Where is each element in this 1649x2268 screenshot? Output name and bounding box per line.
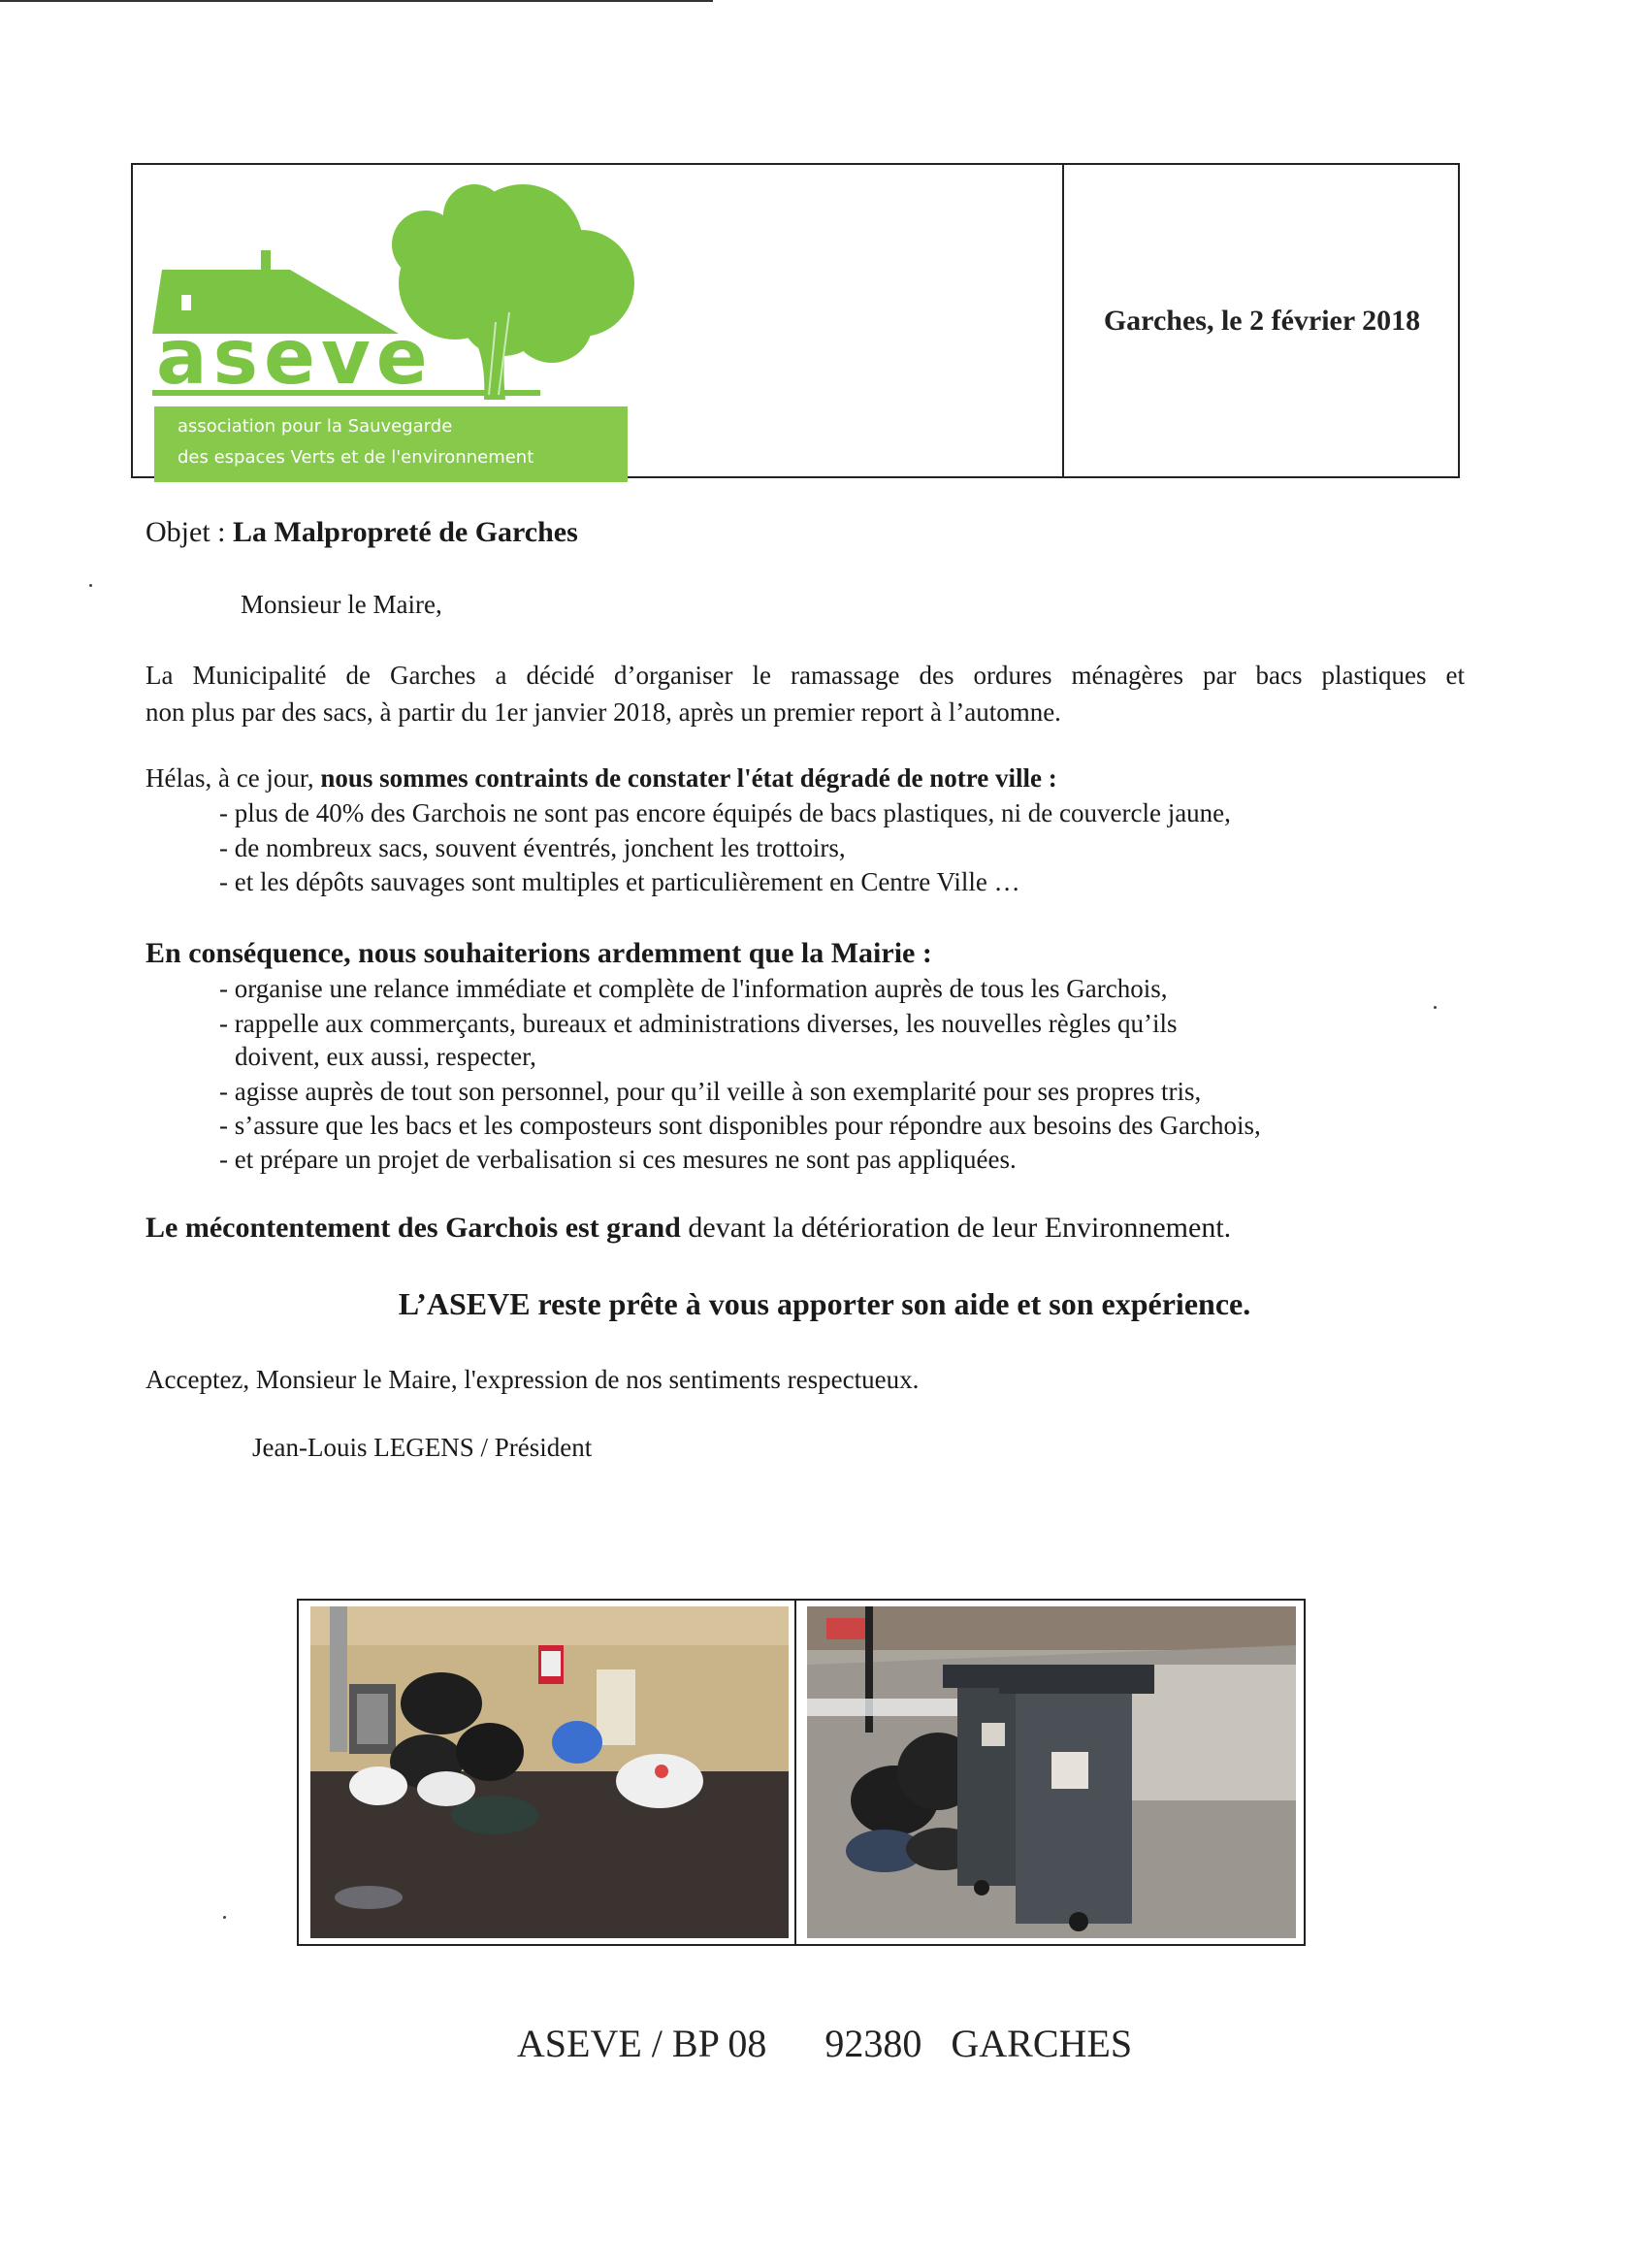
conclusion	[146, 1214, 1231, 1243]
paragraph1-line2: non plus par des sacs, à partir du 1er janvier 2018, après un premier report à l’automne.	[146, 697, 1061, 727]
paragraph2-intro	[146, 763, 1057, 793]
paragraph1-line1: La Municipalité de Garches a décidé d’organiser le ramassage des ordures ménagères par bacs plastiques et	[146, 661, 1465, 690]
paragraph2-intro-text: Hélas, à ce jour,	[146, 763, 314, 793]
letter-date: Garches, le 2 février 2018	[1103, 304, 1421, 337]
requests-heading: En conséquence, nous souhaiterions ardemment que la Mairie :	[146, 937, 932, 969]
subject-text: La Malpropreté de Garches	[233, 516, 578, 548]
request-item: - organise une relance immédiate et complète de l'information auprès de tous les Garchois,	[219, 974, 1168, 1003]
request-item-continuation: doivent, eux aussi, respecter,	[235, 1042, 536, 1071]
finding-item: - de nombreux sacs, souvent éventrés, jonchent les trottoirs,	[219, 833, 846, 862]
offer-statement: L’ASEVE reste prête à vous apporter son aide et son expérience.	[398, 1286, 1251, 1321]
subject-label: Objet :	[146, 516, 226, 548]
closing-formula: Acceptez, Monsieur le Maire, l'expression de nos sentiments respectueux.	[146, 1365, 920, 1394]
scan-speck	[89, 584, 92, 587]
logo-tagline-line1: association pour la Sauvegarde	[178, 416, 453, 437]
conclusion-bold: Le mécontentement des Garchois est grand	[146, 1212, 681, 1244]
logo-tagline-band	[154, 406, 628, 482]
scan-speck	[223, 1916, 226, 1919]
subject-line	[146, 518, 578, 547]
request-item: - et prépare un projet de verbalisation si ces mesures ne sont pas appliquées.	[219, 1145, 1017, 1174]
photo-strip	[297, 1599, 1306, 1946]
request-item: - rappelle aux commerçants, bureaux et administrations diverses, les nouvelles règles qu’ils	[219, 1009, 1178, 1038]
finding-item: - et les dépôts sauvages sont multiples et particulièrement en Centre Ville …	[219, 867, 1020, 896]
footer-address: ASEVE / BP 08 92380 GARCHES	[516, 2022, 1133, 2065]
scan-speck	[1434, 1006, 1437, 1009]
request-item: - s’assure que les bacs et les composteurs sont disponibles pour répondre aux besoins des Garchois,	[219, 1111, 1261, 1140]
scan-top-edge	[0, 0, 713, 2]
photo-divider	[794, 1601, 796, 1944]
signature: Jean-Louis LEGENS / Président	[252, 1433, 593, 1462]
salutation: Monsieur le Maire,	[241, 590, 442, 619]
garbage-bins-photo-image	[807, 1606, 1296, 1938]
logo-tagline-line2: des espaces Verts et de l'environnement	[178, 447, 534, 468]
garbage-bags-photo-image	[310, 1606, 789, 1938]
letterhead-box	[131, 163, 1460, 478]
logo-wordmark: aseve	[156, 314, 434, 402]
finding-item: - plus de 40% des Garchois ne sont pas encore équipés de bacs plastiques, ni de couvercle jaune,	[219, 798, 1231, 827]
garbage-bins-photo	[807, 1606, 1296, 1938]
garbage-bags-photo	[310, 1606, 789, 1938]
conclusion-rest: devant la détérioration de leur Environnement.	[688, 1212, 1232, 1244]
request-item: - agisse auprès de tout son personnel, pour qu’il veille à son exemplarité pour ses propres tris,	[219, 1077, 1202, 1106]
aseve-logo	[145, 177, 746, 468]
paragraph2-bold-text: nous sommes contraints de constater l'état dégradé de notre ville :	[320, 763, 1057, 793]
